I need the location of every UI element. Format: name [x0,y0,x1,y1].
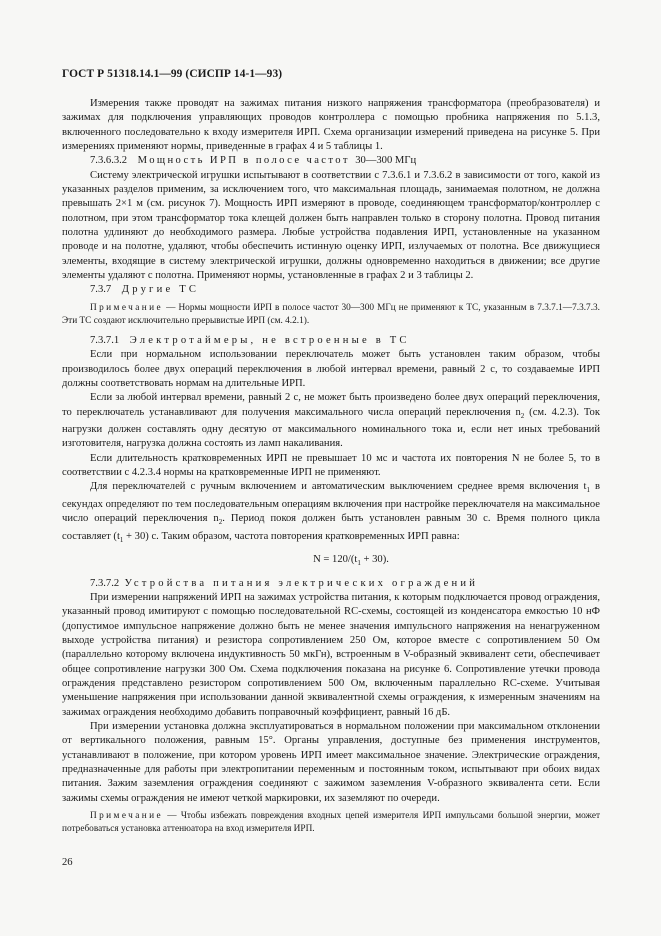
section-heading-7-3-7 [62,283,600,297]
section-title: Устройства питания электрических ограждений [124,577,479,589]
text-run: + 30) с. Таким образом, частота повторения кратковременных ИРП равна: [123,530,460,542]
formula [62,553,600,570]
subscript: 1 [586,486,590,495]
note [62,302,600,328]
subscript: 2 [520,411,525,420]
paragraph: При измерении напряжений ИРП на зажимах устройства питания, к которым подключается провод ограждения, указанный провод имитируют с помощью последовательной RC-схемы, состоящей из конденсатора емкостью 10 нФ (допустимое импульсное напряжение должно быть не менее значения импульсного напряжения на ненагруженном выходе устройства питания) и резистора сопротивлением 250 Ом, которое вместе с сопротивлением 50 Ом (параллельно которому включена индуктивность 50 мкГн), встроенным в V-образный эквивалент сети, обеспечивает общее сопротивление нагрузки 300 Ом. Схема подключения показана на рисунке 6. Сопротивление утечки провода ограждения представлено резистором сопротивлением 500 Ом, включенным параллельно RC-схеме. Учитывая уменьшение напряжения при использовании данной эквивалентной схемы ограждения, к измеренным значениям на зажимах ограждения необходимо добавить поправочный коэффициент, равный 16 дБ. [62,591,600,718]
page-number: 26 [62,857,73,868]
text-run: в секундах определяют по тем последовательным операциям включения при настройке переключателя на максимальное число операций переключения n [62,481,600,525]
subscript: 2 [218,518,223,527]
section-heading-7-3-7-2 [62,577,600,591]
section-heading-7-3-6-3-2 [62,154,600,168]
text-run: Для переключателей с ручным включением и автоматическим выключением среднее время включения t [90,481,587,493]
paragraph: Систему электрической игрушки испытывают в соответствии с 7.3.6.1 и 7.3.6.2 в зависимости от того, какой из указанных разделов применим, за исключением того, что максимальная площадь, занимаемая полотном, не должна превышать 2×1 м (см. рисунок 7). Мощность ИРП измеряют в проводе, соединяющем трансформатор/контроллер с полотном, при этом трансформатор тока клещей должен быть направлен только в сторону полотна. Провод питания полотна удлиняют до необходимого размера. Любые устройства подавления ИРП, установленные на указанном проводе и на полотне, удаляют, чтобы обеспечить истинную оценку ИРП, излучаемых от полотна. Все движущиеся элементы, входящие в систему электрической игрушки, должны одновременно находиться в движении; все другие элементы удаляют с полотна. Применяют нормы, установленные в графах 2 и 3 таблицы 2. [62,169,600,282]
note-label: Примечание [90,302,163,313]
note-text: — Чтобы избежать повреждения входных цепей измерителя ИРП импульсами большой энергии, может потребоваться установка аттенюатора на вход измерителя ИРП. [62,811,601,835]
formula-part: + 30). [360,554,389,566]
section-title: Электротаймеры, не встроенные в ТС [129,334,410,346]
text-run: (см. 4.2.3). Ток нагрузки должен составлять одну десятую от максимального номинального тока и, если нет иных требований изготовителя, нагрузка должна состоять из ламп накаливания. [62,406,600,450]
paragraph: При измерении установка должна эксплуатироваться в нормальном положении при максимальном отклонении от вертикального положения, равным 15°. Органы управления, доступные без применения инструментов, устанавливают в положение, при котором уровень ИРП имеет максимальное значение. Электрические ограждения, предназначенные для работы при электропитании переменным и постоянным током, испытывают при обоих видах питания. Зажим заземления ограждения соединяют с зажимом заземления V-образного эквивалента сети. Если зажимы схемы ограждения не имеют четкой маркировки, их заземляют по очереди. [62,720,600,804]
paragraph: Измерения также проводят на зажимах питания низкого напряжения трансформатора (преобразователя) и зажимах для подключения управляющих проводов контроллера с помощью пробника напряжения по 5.1.3, включенного последовательно к входу измерителя ИРП. Схема организации измерений приведена на рисунке 5. При измерениях применяют нормы, приведенные в графах 4 и 5 таблицы 1. [62,98,600,153]
section-number: 7.3.7 [90,284,112,296]
paragraph: Если длительность кратковременных ИРП не превышает 10 мс и частота их повторения N не более 5, то в соответствии с 4.2.3.4 нормы на кратковременные ИРП не применяют. [62,452,600,479]
section-title: Другие ТС [121,284,200,296]
subscript: 1 [357,559,361,568]
note-text: — Нормы мощности ИРП в полосе частот 30—300 МГц не применяют к ТС, указанным в 7.3.7.1—7.3.7.3. Эти ТС создают исключительно прерывистые ИРП (см. 4.2.1). [62,302,600,326]
document-body [62,97,600,842]
formula-part: N = 120/(t [313,554,358,566]
section-number: 7.3.7.1 [90,334,120,346]
paragraph: Если при нормальном использовании переключатель может быть установлен таким образом, чтобы производилось более двух операций переключения в любой интервал времени, равный 2 с, то создаваемые ИРП должны соответствовать нормам на длительные ИРП. [62,349,600,389]
note-label: Примечание [90,811,163,822]
note [62,810,600,836]
section-title: Мощность ИРП в полосе частот [137,155,350,167]
section-number: 7.3.6.3.2 [90,155,128,167]
subscript: 1 [119,535,124,544]
section-title-range: 30—300 МГц [355,155,417,167]
section-heading-7-3-7-1 [62,334,600,348]
section-number: 7.3.7.2 [90,577,120,589]
paragraph [62,480,600,547]
text-run: . Период покоя должен быть установлен равным 30 с. Время полного цикла составляет (t [62,513,600,542]
document-header: ГОСТ Р 51318.14.1—99 (СИСПР 14-1—93) [62,68,283,80]
text-run: Если за любой интервал времени, равный 2 с, не может быть произведено более двух операций переключения, то переключатель устанавливают для получения максимального числа операций переключения n [62,392,600,418]
paragraph [62,391,600,451]
